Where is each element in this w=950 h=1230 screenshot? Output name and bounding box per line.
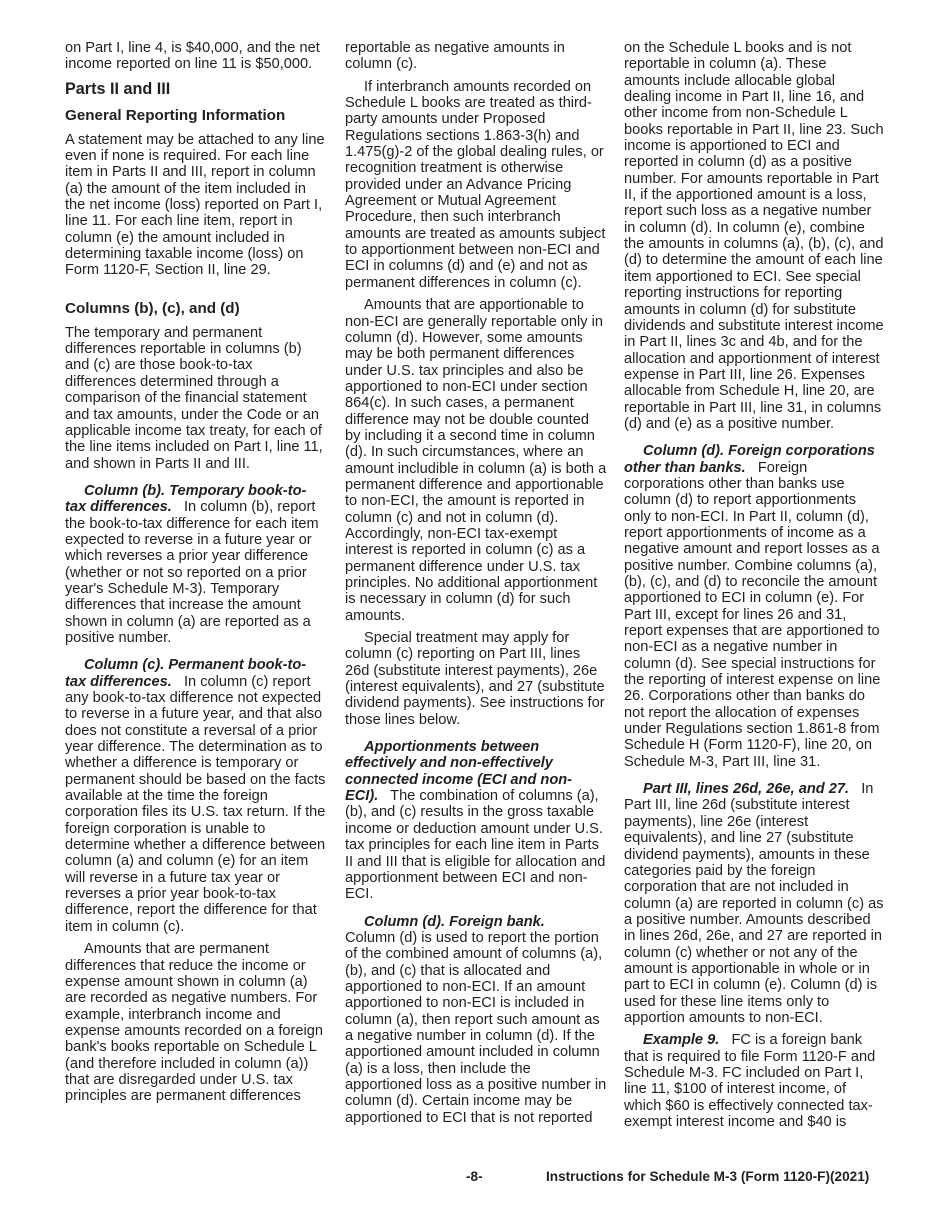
run-in-heading-column-c: Column (c). Permanent book-to-tax differences. <box>65 657 307 690</box>
paragraph-apportionable: Amounts that are apportionable to non-ECI are generally reportable only in column (d). However, some amounts may be both permanent differences under U.S. tax principles and also be apportioned to non-ECI under section 864(c). In such cases, a permanent difference may not be double counted by including it a second time in column (d). In such circumstances, where an amount includible in column (a) is both a permanent difference and apportionable to non-ECI, the amount is reported in column (c) and not in column (d). Accordingly, non-ECI tax-exempt interest is reported in column (c) as a permanent difference under U.S. tax principles. No additional apportionment is necessary in column (d) for such amounts. <box>345 297 607 624</box>
paragraph-column-c <box>65 657 327 935</box>
column-right <box>624 40 886 1136</box>
run-in-heading-part-iii-lines: Part III, lines 26d, 26e, and 27. <box>643 781 850 798</box>
text-column-d-bank: Column (d) is used to report the portion of the combined amount of columns (a), (b), and (c) that is allocated and apportioned to non-ECI. If an amount apportioned to non-ECI is included in column (a), then report such amount as a negative number in column (d). If the apportioned amount included in column (a) is a loss, then include the apportioned loss as a positive number in column (d). Certain income may be apportioned to ECI that is not reported <box>345 929 607 1126</box>
column-left <box>65 40 327 1111</box>
paragraph-intro-continued: on Part I, line 4, is $40,000, and the net income reported on line 11 is $50,000. <box>65 40 320 73</box>
text-column-c: In column (c) report any book-to-tax difference not expected to reverse in a future year, and that also does not constitute a reversal of a prior year difference. The determination as to whether a difference is temporary or permanent should be based on the facts available at the time the foreign corporation files its U.S. tax return. If the foreign corporation is unable to determine whether a difference between column (a) and column (e) for an item will reverse in a future tax year or reverses a prior year book-to-tax difference, report the difference for that item in column (c). <box>65 673 326 935</box>
paragraph-column-d-foreign-bank <box>345 914 607 1126</box>
paragraph-continued: reportable as negative amounts in column (c). <box>345 40 565 73</box>
text-part-iii-lines: In Part III, line 26d (substitute interest payments), line 26e (interest equivalents), and line 27 (substitute dividend payments), amounts in these categories paid by the foreign corporation that are not included in column (a) are reported in column (c) as a positive number. Amounts described in lines 26d, 26e, and 27 are reported in column (c) whether or not any of the amount is apportionable in whole or in part to ECI in column (e). Column (d) is used for these line items only to apportion amounts to non-ECI. <box>624 781 884 1026</box>
text-foreign-corporations: Foreign corporations other than banks use column (d) to report apportionments only to non-ECI. In Part II, column (d), report apportionments of income as a negative amount and report losses as a positive number. Combine columns (a), (b), (c), and (d) to reconcile the amount apportioned to ECI in column (e). For Part III, except for lines 26 and 31, report expenses that are apportioned to non-ECI as a negative number in column (d). See special instructions for the reporting of interest expense on line 26. Corporations other than banks do not report the allocation of expenses under Regulations section 1.861-8 from Schedule H (Form 1120-F), line 20, on Schedule M-3, Part III, line 31. <box>624 459 881 770</box>
paragraph-temporary-permanent: The temporary and permanent differences reportable in columns (b) and (c) are those book-to-tax differences determined through a comparison of the financial statement and tax amounts, under the Code or an applicable income tax treaty, for each of the line items included on Part I, line 11, and shown in Parts II and III. <box>65 324 323 472</box>
column-middle <box>345 40 607 1132</box>
run-in-heading-example-9: Example 9. <box>643 1032 720 1049</box>
paragraph-part-iii-lines <box>624 781 886 1026</box>
paragraph-column-b <box>65 483 327 646</box>
page-number: -8- <box>466 1169 483 1184</box>
paragraph-permanent-amounts: Amounts that are permanent differences that reduce the income or expense amount shown in column (a) are recorded as negative numbers. For example, interbranch income and expense amounts recorded on a foreign bank's books reportable on Schedule L (and therefore included in column (a)) that are disregarded under U.S. tax principles are permanent differences <box>65 941 323 1105</box>
paragraph-statement: A statement may be attached to any line even if none is required. For each line item in Parts II and III, report in column (a) the amount of the item included in the net income (loss) reported on Part I, line 11. For each line item, report in column (e) the amount included in determining taxable income (loss) on Form 1120-F, Section II, line 29. <box>65 131 325 279</box>
paragraph-continued: on the Schedule L books and is not reportable in column (a). These amounts include allocable global dealing income in Part II, line 16, and other income from non-Schedule L books reportable in Part II, line 23. Such income is apportioned to ECI and reported in column (d) as a positive number. For amounts reportable in Part II, if the apportioned amount is a loss, report such loss as a negative number in column (d). In column (e), combine the amounts in columns (a), (b), (c), and (d) to determine the amount of each line item apportioned to ECI. See special reporting instructions for reporting amounts in column (d) for substitute dividends and substitute interest income in Part II, lines 3c and 4b, and for the allocation and apportionment of interest expense in Part III, line 26. Expenses allocable from Schedule H, line 20, are reportable in Part III, line 31, in columns (d) and (e) as a positive number. <box>624 40 884 432</box>
run-in-heading-foreign-corporations: Column (d). Foreign corporations other than banks. <box>624 443 875 476</box>
heading-columns-bcd: Columns (b), (c), and (d) <box>65 299 240 317</box>
text-apportionments: The combination of columns (a), (b), and (c) results in the gross taxable income or deduction amount under U.S. tax principles for each line item in Parts II and III that is eligible for allocation and apportionment between ECI and non-ECI. <box>345 788 606 903</box>
paragraph-special-treatment: Special treatment may apply for column (c) reporting on Part III, lines 26d (substitute interest payments), 26e (interest equivalents), and 27 (substitute dividend payments). See instructions for those lines below. <box>345 630 605 728</box>
heading-parts-ii-iii: Parts II and III <box>65 79 171 98</box>
paragraph-apportionments <box>345 739 607 902</box>
paragraph-interbranch: If interbranch amounts recorded on Schedule L books are treated as third-party amounts under Proposed Regulations sections 1.863-3(h) and 1.475(g)-2 of the global dealing rules, or recognition treatment is otherwise provided under an Advance Pricing Agreement or Mutual Agreement Procedure, then such interbranch amounts are treated as amounts subject to apportionment between non-ECI and ECI in columns (d) and (e) and not as permanent differences in column (c). <box>345 78 606 291</box>
paragraph-example-9 <box>624 1032 886 1130</box>
run-in-heading-apportionments: Apportionments between effectively and non-effectively connected income (ECI and non-ECI). <box>345 739 573 805</box>
paragraph-foreign-corporations <box>624 443 886 770</box>
run-in-heading-column-d-bank: Column (d). Foreign bank. <box>364 913 545 930</box>
text-example-9: FC is a foreign bank that is required to file Form 1120-F and Schedule M-3. FC included on Part I, line 11, $100 of interest income, of which $60 is effectively connected tax-exempt interest income and $40 is <box>624 1032 876 1130</box>
footer-title: Instructions for Schedule M-3 (Form 1120-F)(2021) <box>546 1169 870 1184</box>
text-column-b: In column (b), report the book-to-tax difference for each item expected to reverse in a future year or which reverses a prior year difference (whether or not so reported on a prior year's Schedule M-3). Temporary differences that increase the amount shown in column (a) are reported as a positive number. <box>65 499 319 646</box>
heading-general-reporting: General Reporting Information <box>65 106 286 124</box>
run-in-heading-column-b: Column (b). Temporary book-to-tax differences. <box>65 482 307 516</box>
